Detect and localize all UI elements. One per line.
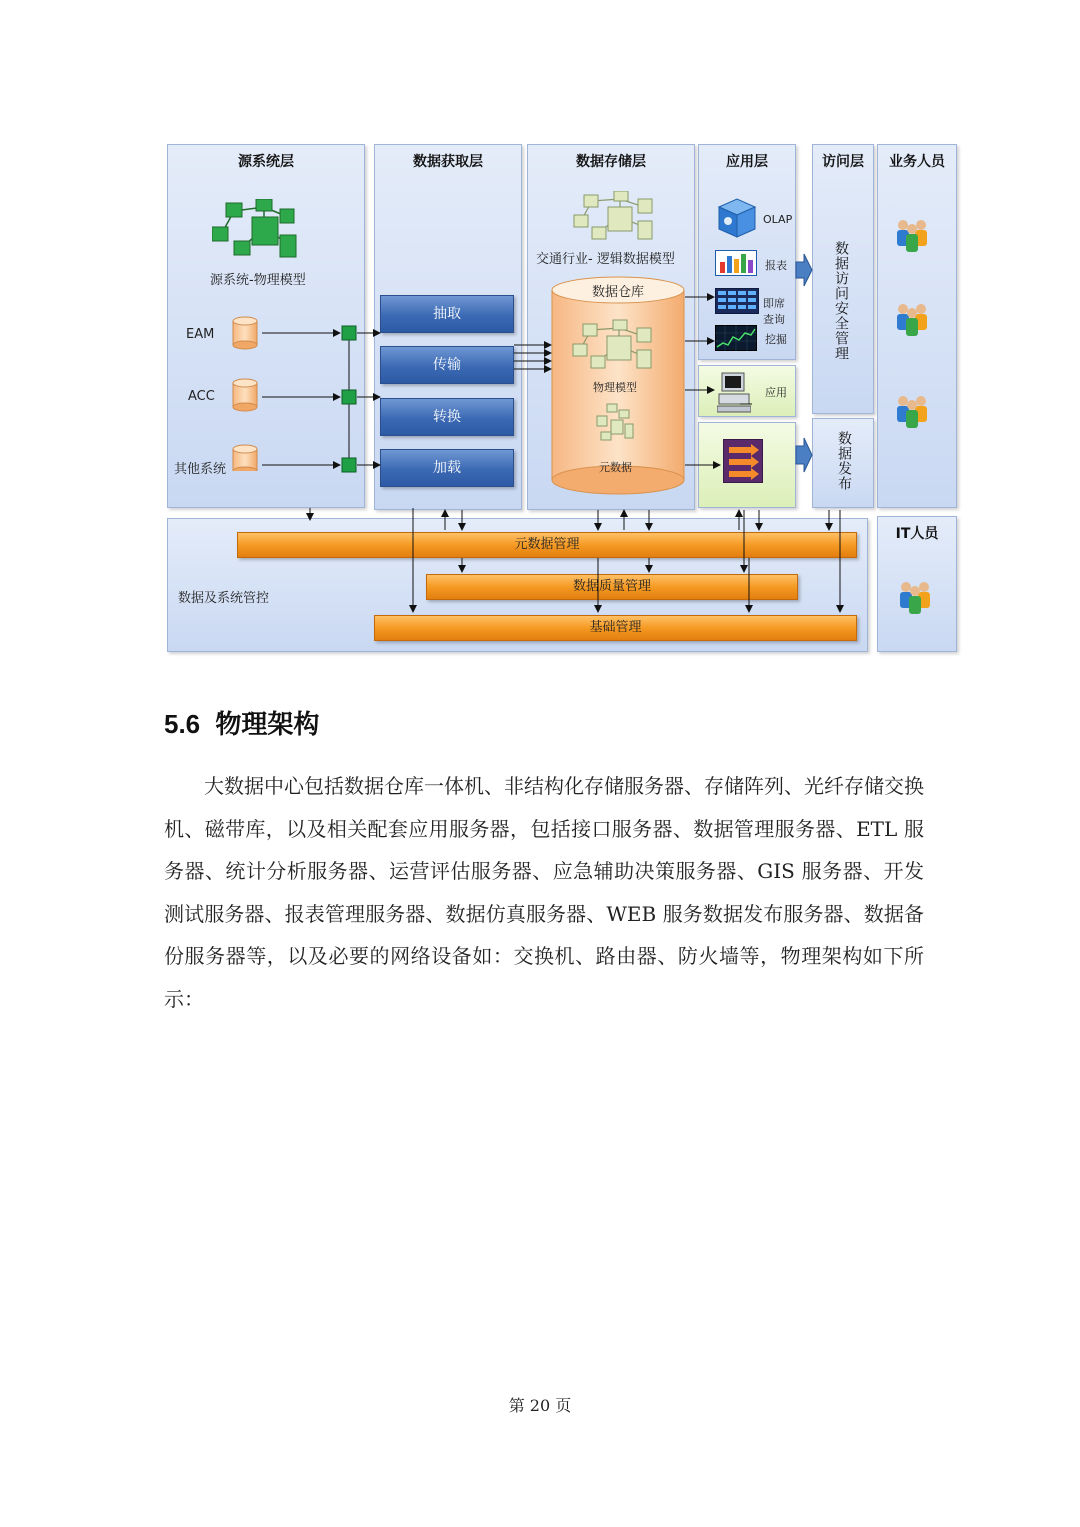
app-report-label: 报表 [765,259,787,272]
bar-data-quality-management: 数据质量管理 [426,574,798,600]
it-staff-panel [877,516,957,652]
step-load: 加载 [380,449,514,487]
data-publish-panel [812,418,874,508]
section-title: 物理架构 [215,709,320,739]
warehouse-title: 数据仓库 [592,285,645,300]
access-layer-title: 访问层 [822,154,864,170]
page-footer: 第 20 页 [508,1396,572,1415]
bar-base-management: 基础管理 [374,615,857,641]
source-layer-title: 源系统层 [238,154,294,170]
db-icon-acc [233,379,257,411]
source-eam: EAM [186,327,215,342]
report-chart-icon [715,250,757,276]
control-label: 数据及系统管控 [178,591,270,606]
acquire-layer-title: 数据获取层 [413,154,483,170]
step-extract: 抽取 [380,295,514,333]
db-icon-eam [233,317,257,349]
storage-layer-title: 数据存储层 [576,154,646,170]
source-acc: ACC [188,389,215,404]
users-icon [898,579,932,615]
step-transform: 转换 [380,398,514,436]
bar-metadata-management: 元数据管理 [237,532,857,558]
app-layer-title: 应用层 [726,154,768,170]
source-db-icons [232,315,258,471]
body-paragraph: 大数据中心包括数据仓库一体机、非结构化存储服务器、存储阵列、光纤存储交换机、磁带库，以及相关配套应用服务器，包括接口服务器、数据管理服务器、ETL 服务器、统计分析服务器、运营评估服务器、应急辅助决策服务器、GIS 服务器、开发测试服务器、报表管理服务器、数据仿真服务器、WEB 服务数据发布服务器、数据备份服务器等，以及必要的网络设备如：交换机、路由器、防火墙等，物理架构如下所示： [164,774,924,1011]
it-staff-title: IT人员 [895,526,939,542]
db-icon-other [233,445,257,471]
app-layer-panel [698,144,796,360]
logical-model-icon [572,191,656,241]
mining-graph-icon [715,325,757,351]
business-users-title: 业务人员 [889,154,945,170]
logical-model-label: 交通行业- 逻辑数据模型 [536,252,675,267]
users-icon [895,301,929,337]
section-heading [164,704,319,741]
app-box-computer-label: 应用 [765,386,787,399]
users-icon [895,217,929,253]
computer-icon [717,372,751,414]
source-model-label: 源系统-物理模型 [210,273,306,288]
section-number: 5.6 [164,709,201,739]
data-publish-label: 数据发布 [836,431,852,491]
source-other: 其他系统 [174,462,227,477]
access-security-label: 数据访问安全管理 [833,241,849,361]
warehouse-physical-label: 物理模型 [593,381,637,394]
app-adhoc-label: 即席查询 [763,297,785,326]
app-mining-label: 挖掘 [765,333,787,346]
physical-model-icon [212,199,302,261]
app-box-publish [698,422,796,508]
app-box-computer [698,365,796,417]
step-transfer: 传输 [380,346,514,384]
users-icon [895,393,929,429]
publish-arrows-icon [723,439,763,483]
access-layer-panel [812,144,874,414]
adhoc-query-icon [715,288,759,314]
app-olap-label: OLAP [763,213,793,226]
business-users-panel [877,144,957,508]
olap-cube-icon [715,197,759,239]
warehouse-meta-label: 元数据 [599,461,632,474]
source-layer-panel [167,144,365,508]
